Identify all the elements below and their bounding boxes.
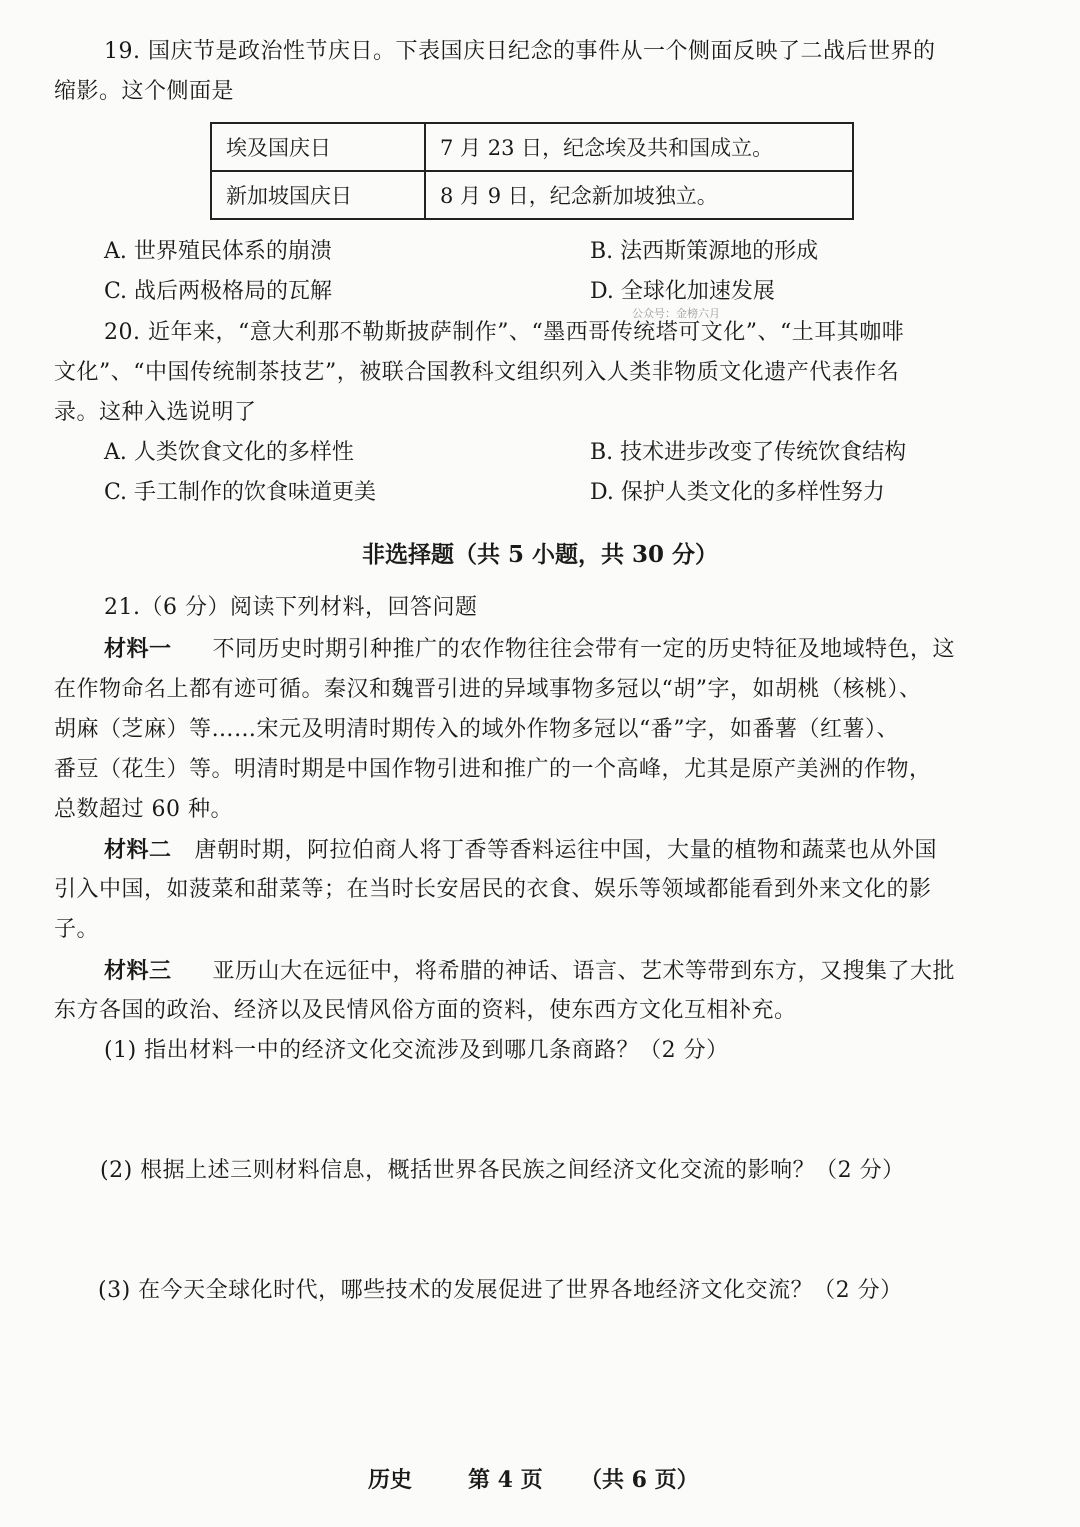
q21-material2-line2: 引入中国，如菠菜和甜菜等；在当时长安居民的衣食、娱乐等领域都能看到外来文化的影 <box>54 877 932 902</box>
q20-option-a: A. 人类饮食文化的多样性 <box>104 440 354 465</box>
table-cell-event: 7 月 23 日，纪念埃及共和国成立。 <box>425 123 853 171</box>
q21-intro: 21.（6 分）阅读下列材料，回答问题 <box>104 595 478 620</box>
material1-label: 材料一 <box>104 636 172 662</box>
material2-label: 材料二 <box>104 837 172 863</box>
section-title: 非选择题（共 5 小题，共 30 分） <box>361 541 719 568</box>
watermark: 公众号：金榜六月 <box>632 307 720 320</box>
q19-option-b: B. 法西斯策源地的形成 <box>590 239 819 264</box>
q21-material2-line3: 子。 <box>54 917 100 942</box>
footer-page-number: 第 4 页 <box>468 1467 543 1493</box>
q19-option-a: A. 世界殖民体系的崩溃 <box>104 239 332 264</box>
q21-subquestion-3: (3) 在今天全球化时代，哪些技术的发展促进了世界各地经济文化交流？（2 分） <box>98 1278 903 1303</box>
q19-option-c: C. 战后两极格局的瓦解 <box>104 279 333 304</box>
q21-material3-line2: 东方各国的政治、经济以及民情风俗方面的资料，使东西方文化互相补充。 <box>54 998 797 1023</box>
q20-option-b: B. 技术进步改变了传统饮食结构 <box>590 440 907 465</box>
table-cell-event: 8 月 9 日，纪念新加坡独立。 <box>425 171 853 219</box>
q21-material2-line1 <box>104 835 937 866</box>
q21-material1-line5: 总数超过 60 种。 <box>54 797 233 822</box>
q21-material1-line4: 番豆（花生）等。明清时期是中国作物引进和推广的一个高峰，尤其是原产美洲的作物， <box>54 757 932 782</box>
material3-label: 材料三 <box>104 958 172 984</box>
q19-stem-line2: 缩影。这个侧面是 <box>54 79 235 104</box>
q20-stem-line2: 文化”、“中国传统制茶技艺”，被联合国教科文组织列入人类非物质文化遗产代表作名 <box>54 360 900 385</box>
q20-option-d: D. 保护人类文化的多样性努力 <box>590 480 885 505</box>
table-row <box>211 123 853 171</box>
q21-material1-line1 <box>104 634 955 665</box>
table-row <box>211 171 853 219</box>
q20-stem-line3: 录。这种入选说明了 <box>54 400 257 425</box>
q21-subquestion-2: (2) 根据上述三则材料信息，概括世界各民族之间经济文化交流的影响？（2 分） <box>100 1158 905 1183</box>
q20-stem-line1: 20. 近年来，“意大利那不勒斯披萨制作”、“墨西哥传统塔可文化”、“土耳其咖啡 <box>104 320 905 345</box>
material3-text: 亚历山大在远征中，将希腊的神话、语言、艺术等带到东方，又搜集了大批 <box>212 959 956 984</box>
q19-option-d: D. 全球化加速发展 <box>590 279 775 304</box>
table-cell-country: 新加坡国庆日 <box>211 171 425 219</box>
material2-text: 唐朝时期，阿拉伯商人将丁香等香料运往中国，大量的植物和蔬菜也从外国 <box>194 838 938 863</box>
q21-subquestion-1: (1) 指出材料一中的经济文化交流涉及到哪几条商路？（2 分） <box>104 1038 729 1063</box>
q21-material1-line2: 在作物命名上都有迹可循。秦汉和魏晋引进的异域事物多冠以“胡”字，如胡桃（核桃）、 <box>54 677 922 702</box>
q20-option-c: C. 手工制作的饮食味道更美 <box>104 480 377 505</box>
q19-table <box>210 122 854 220</box>
material1-text: 不同历史时期引种推广的农作物往往会带有一定的历史特征及地域特色，这 <box>212 637 956 662</box>
footer-total-pages: （共 6 页） <box>580 1467 699 1493</box>
q21-material3-line1 <box>104 956 955 987</box>
table-cell-country: 埃及国庆日 <box>211 123 425 171</box>
footer-subject: 历史 <box>368 1467 413 1493</box>
q19-stem-line1: 19. 国庆节是政治性节庆日。下表国庆日纪念的事件从一个侧面反映了二战后世界的 <box>104 39 936 64</box>
q21-material1-line3: 胡麻（芝麻）等……宋元及明清时期传入的域外作物多冠以“番”字，如番薯（红薯）、 <box>54 717 899 742</box>
